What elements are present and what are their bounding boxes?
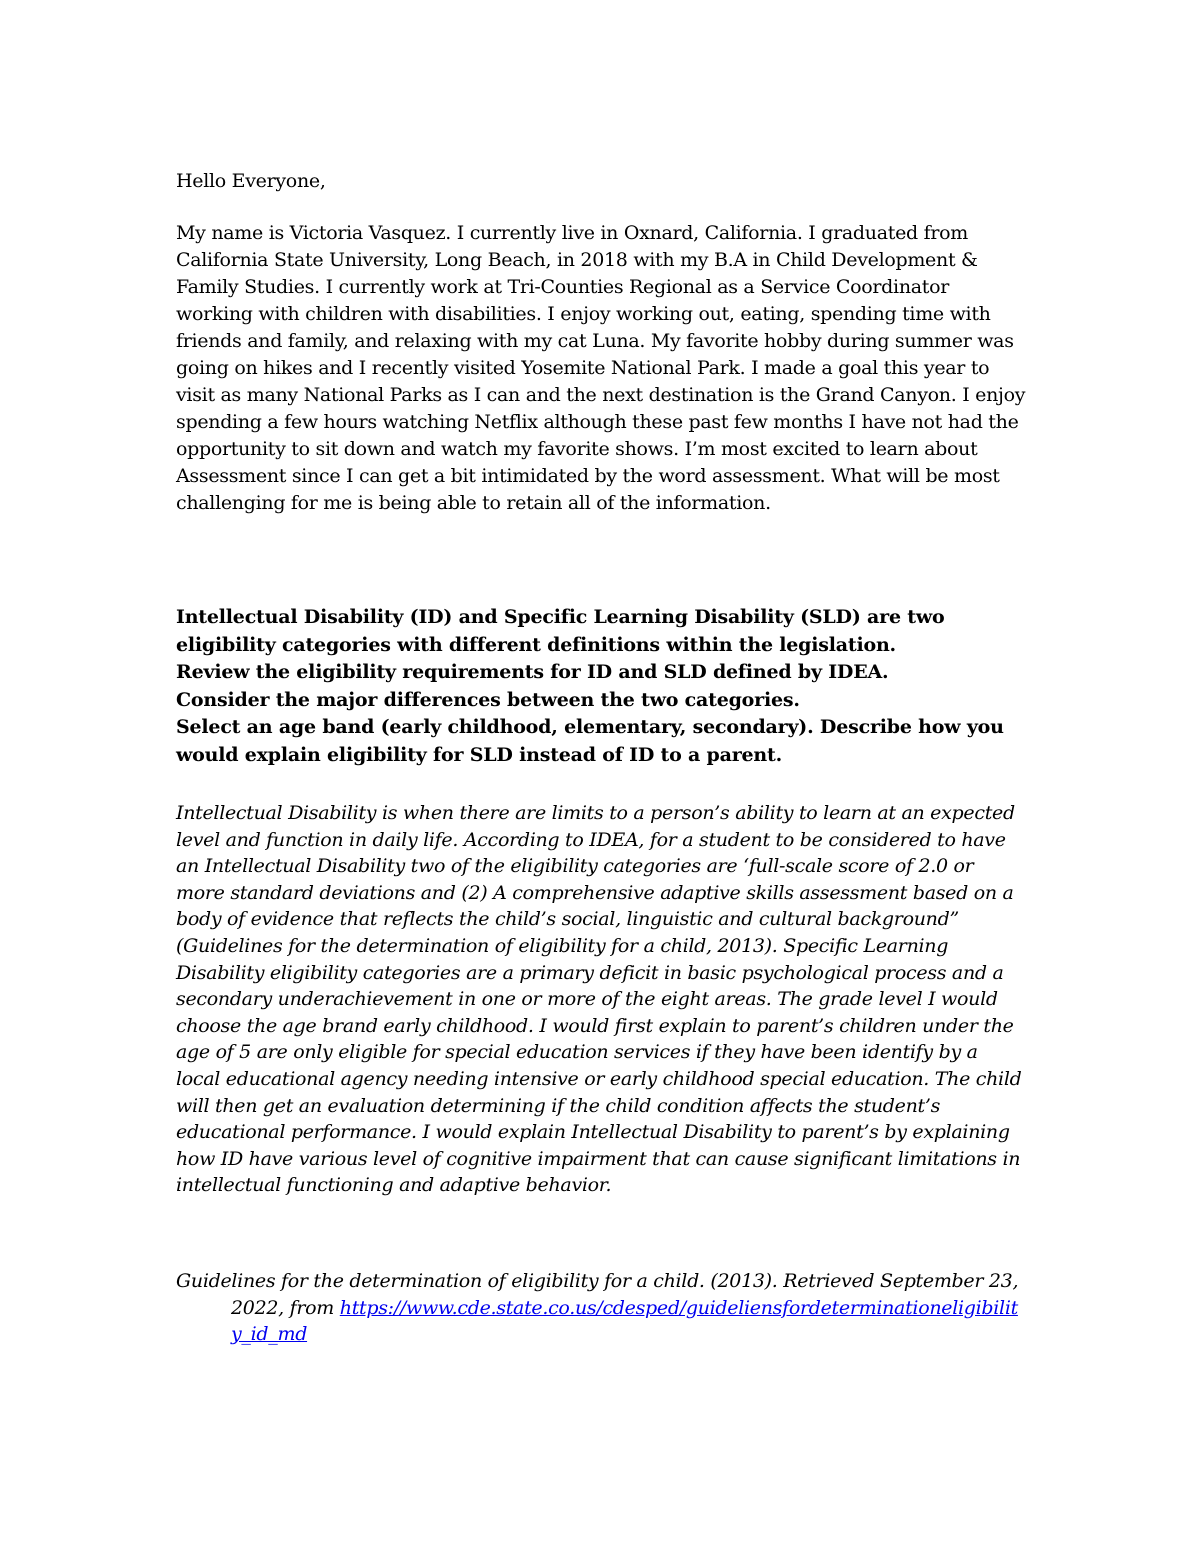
prompt-line-3: Consider the major differences between the two categories. bbox=[176, 688, 800, 711]
intro-paragraph: My name is Victoria Vasquez. I currently live in Oxnard, California. I graduated from California State University, Long Beach, in 2018 with my B.A in Child Development & Family Studies. I currently work at Tri-Counties Regional as a Service Coordinator working with children with disabilities. I enjoy working out, eating, spending time with friends and family, and relaxing with my cat Luna. My favorite hobby during summer was going on hikes and I recently visited Yosemite National Park. I made a goal this year to visit as many National Parks as I can and the next destination is the Grand Canyon. I enjoy spending a few hours watching Netflix although these past few months I have not had the opportunity to sit down and watch my favorite shows. I’m most excited to learn about Assessment since I can get a bit intimidated by the word assessment. What will be most challenging for me is being able to retain all of the information. bbox=[176, 222, 1026, 514]
prompt-line-4: Select an age band (early childhood, elementary, secondary). Describe how you would explain eligibility for SLD instead of ID to a parent. bbox=[176, 716, 1004, 766]
greeting: Hello Everyone, bbox=[176, 170, 326, 192]
reference-link[interactable]: https://www.cde.state.co.us/cdesped/guideliensfordeterminationeligibility_id_md bbox=[231, 1296, 1018, 1346]
document-page bbox=[176, 168, 1026, 1346]
assignment-prompt bbox=[176, 604, 1026, 769]
prompt-line-2: Review the eligibility requirements for ID and SLD defined by IDEA. bbox=[176, 661, 889, 683]
reference-text-block bbox=[176, 1268, 1026, 1348]
prompt-line-1: Intellectual Disability (ID) and Specific Learning Disability (SLD) are two eligibility categories with different definitions within the legislation. bbox=[176, 606, 945, 656]
answer-paragraph: Intellectual Disability is when there are limits to a person’s ability to learn at an expected level and function in daily life. According to IDEA, for a student to be considered to have an Intellectual Disability two of the eligibility categories are ‘full-scale score of 2.0 or more standard deviations and (2) A comprehensive adaptive skills assessment based on a body of evidence that reflects the child’s social, linguistic and cultural background” (Guidelines for the determination of eligibility for a child, 2013). Specific Learning Disability eligibility categories are a primary deficit in basic psychological process and a secondary underachievement in one or more of the eight areas. The grade level I would choose the age brand early childhood. I would first explain to parent’s children under the age of 5 are only eligible for special education services if they have been identify by a local educational agency needing intensive or early childhood special education. The child will then get an evaluation determining if the child condition affects the student’s educational performance. I would explain Intellectual Disability to parent’s by explaining how ID have various level of cognitive impairment that can cause significant limitations in intellectual functioning and adaptive behavior. bbox=[176, 802, 1022, 1197]
reference-entry bbox=[176, 1268, 1026, 1348]
reference-text: Guidelines for the determination of eligibility for a child. (2013). Retrieved September 23, 2022, from bbox=[176, 1270, 1019, 1319]
